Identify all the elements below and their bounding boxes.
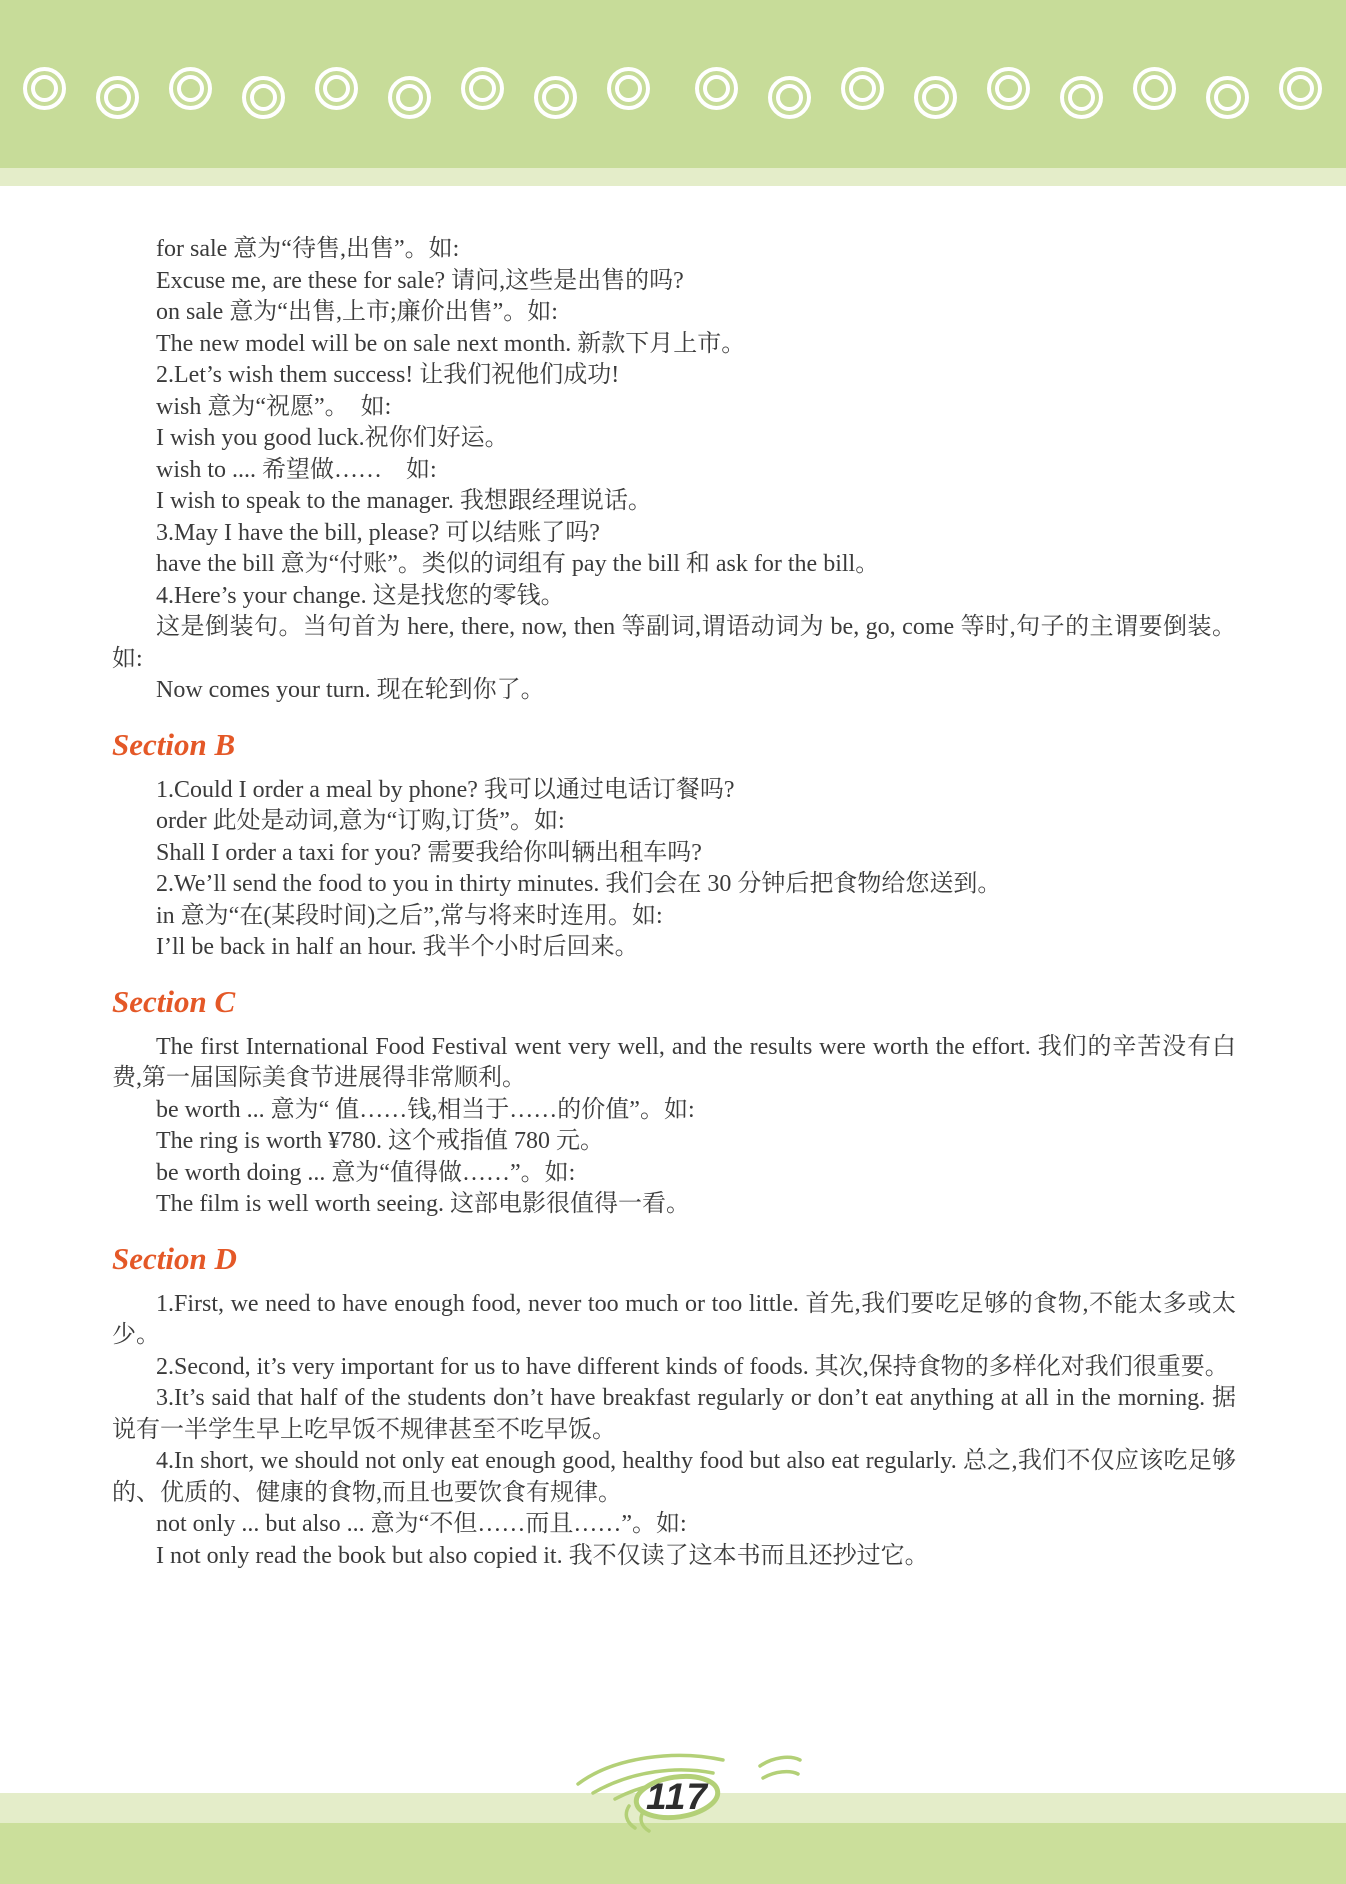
ring-icon: [695, 67, 738, 110]
ring-icon: [768, 76, 811, 119]
ring-inner-icon: [849, 75, 876, 102]
ring-inner-icon: [1287, 75, 1314, 102]
ring-icon: [169, 67, 212, 110]
ring-icon: [1206, 76, 1249, 119]
paragraph: 2.We’ll send the food to you in thirty minutes. 我们会在 30 分钟后把食物给您送到。: [156, 871, 1002, 897]
ring-inner-icon: [396, 84, 423, 111]
ring-inner-icon: [615, 75, 642, 102]
paragraph: 4.In short, we should not only eat enough good, healthy food but also eat regularly. 总之,我们不仅应该吃足够的、优质的、健康的食物,而且也要饮食有规律。: [112, 1448, 1236, 1506]
ring-icon: [841, 67, 884, 110]
ring-icon: [315, 67, 358, 110]
paragraph: I wish you good luck.祝你们好运。: [156, 425, 509, 451]
section-d-heading: Section D: [112, 1240, 237, 1276]
ring-inner-icon: [1214, 84, 1241, 111]
paragraph: I’ll be back in half an hour. 我半个小时后回来。: [156, 934, 639, 960]
paragraph: 这是倒装句。当句首为 here, there, now, then 等副词,谓语动词为 be, go, come 等时,句子的主谓要倒装。如:: [112, 614, 1236, 672]
section-a-body: [112, 234, 1236, 707]
paragraph: The ring is worth ¥780. 这个戒指值 780 元。: [156, 1128, 604, 1154]
section-c-body: [112, 1032, 1236, 1221]
paragraph: Excuse me, are these for sale? 请问,这些是出售的吗?: [156, 267, 684, 294]
paragraph: I wish to speak to the manager. 我想跟经理说话。: [156, 488, 652, 514]
page-content: [112, 186, 1236, 1572]
ring-inner-icon: [323, 75, 350, 102]
ring-inner-icon: [995, 75, 1022, 102]
paragraph: have the bill 意为“付账”。类似的词组有 pay the bill 和 ask for the bill。: [156, 551, 880, 577]
ring-icon: [388, 76, 431, 119]
ring-inner-icon: [1141, 75, 1168, 102]
paragraph: for sale 意为“待售,出售”。如:: [156, 236, 460, 262]
ring-inner-icon: [542, 84, 569, 111]
paragraph: order 此处是动词,意为“订购,订货”。如:: [156, 808, 565, 834]
paragraph: not only ... but also ... 意为“不但……而且……”。如:: [156, 1511, 687, 1537]
ring-inner-icon: [922, 84, 949, 111]
header-circles-ornament: [0, 0, 1346, 119]
ring-inner-icon: [776, 84, 803, 111]
ring-icon: [1279, 67, 1322, 110]
ring-icon: [534, 76, 577, 119]
header-divider-strip: [0, 168, 1346, 186]
ring-icon: [914, 76, 957, 119]
paragraph: 1.Could I order a meal by phone? 我可以通过电话订餐吗?: [156, 776, 735, 803]
paragraph: on sale 意为“出售,上市;廉价出售”。如:: [156, 299, 558, 325]
page-number-badge: [545, 1740, 815, 1850]
ring-icon: [96, 76, 139, 119]
header-band: [0, 0, 1346, 168]
ring-inner-icon: [1068, 84, 1095, 111]
ring-icon: [23, 67, 66, 110]
section-d-body: [112, 1289, 1236, 1573]
ring-inner-icon: [469, 75, 496, 102]
paragraph: 2.Let’s wish them success! 让我们祝他们成功!: [156, 362, 620, 388]
ring-icon: [242, 76, 285, 119]
ring-inner-icon: [703, 75, 730, 102]
paragraph: 3.May I have the bill, please? 可以结账了吗?: [156, 519, 600, 546]
paragraph: The film is well worth seeing. 这部电影很值得一看。: [156, 1191, 690, 1217]
paragraph: 3.It’s said that half of the students don’t have breakfast regularly or don’t eat anything at all in the morning. 据说有一半学生早上吃早饭不规律甚至不吃早饭。: [112, 1385, 1236, 1443]
ring-icon: [1060, 76, 1103, 119]
paragraph: Shall I order a taxi for you? 需要我给你叫辆出租车吗?: [156, 839, 702, 866]
section-b-body: [112, 775, 1236, 964]
paragraph: The new model will be on sale next month. 新款下月上市。: [156, 330, 746, 357]
paragraph: Now comes your turn. 现在轮到你了。: [156, 677, 545, 703]
ring-icon: [461, 67, 504, 110]
section-b-heading: Section B: [112, 726, 236, 762]
ring-inner-icon: [31, 75, 58, 102]
paragraph: be worth doing ... 意为“值得做……”。如:: [156, 1159, 576, 1186]
paragraph: wish to .... 希望做…… 如:: [156, 456, 437, 483]
paragraph: 4.Here’s your change. 这是找您的零钱。: [156, 582, 565, 609]
page-number: 117: [646, 1776, 708, 1817]
paragraph: 1.First, we need to have enough food, never too much or too little. 首先,我们要吃足够的食物,不能太多或太少。: [112, 1290, 1236, 1348]
paragraph: The first International Food Festival went very well, and the results were worth the effort. 我们的辛苦没有白费,第一届国际美食节进展得非常顺利。: [112, 1033, 1236, 1091]
section-c-heading: Section C: [112, 983, 236, 1019]
paragraph: be worth ... 意为“ 值……钱,相当于……的价值”。如:: [156, 1096, 695, 1123]
paragraph: wish 意为“祝愿”。 如:: [156, 393, 392, 420]
paragraph: in 意为“在(某段时间)之后”,常与将来时连用。如:: [156, 902, 663, 929]
ring-icon: [607, 67, 650, 110]
ring-inner-icon: [250, 84, 277, 111]
paragraph: I not only read the book but also copied it. 我不仅读了这本书而且还抄过它。: [156, 1542, 929, 1569]
ring-inner-icon: [104, 84, 131, 111]
ring-inner-icon: [177, 75, 204, 102]
ring-icon: [1133, 67, 1176, 110]
ring-icon: [987, 67, 1030, 110]
paragraph: 2.Second, it’s very important for us to have different kinds of foods. 其次,保持食物的多样化对我们很重要。: [156, 1353, 1229, 1380]
